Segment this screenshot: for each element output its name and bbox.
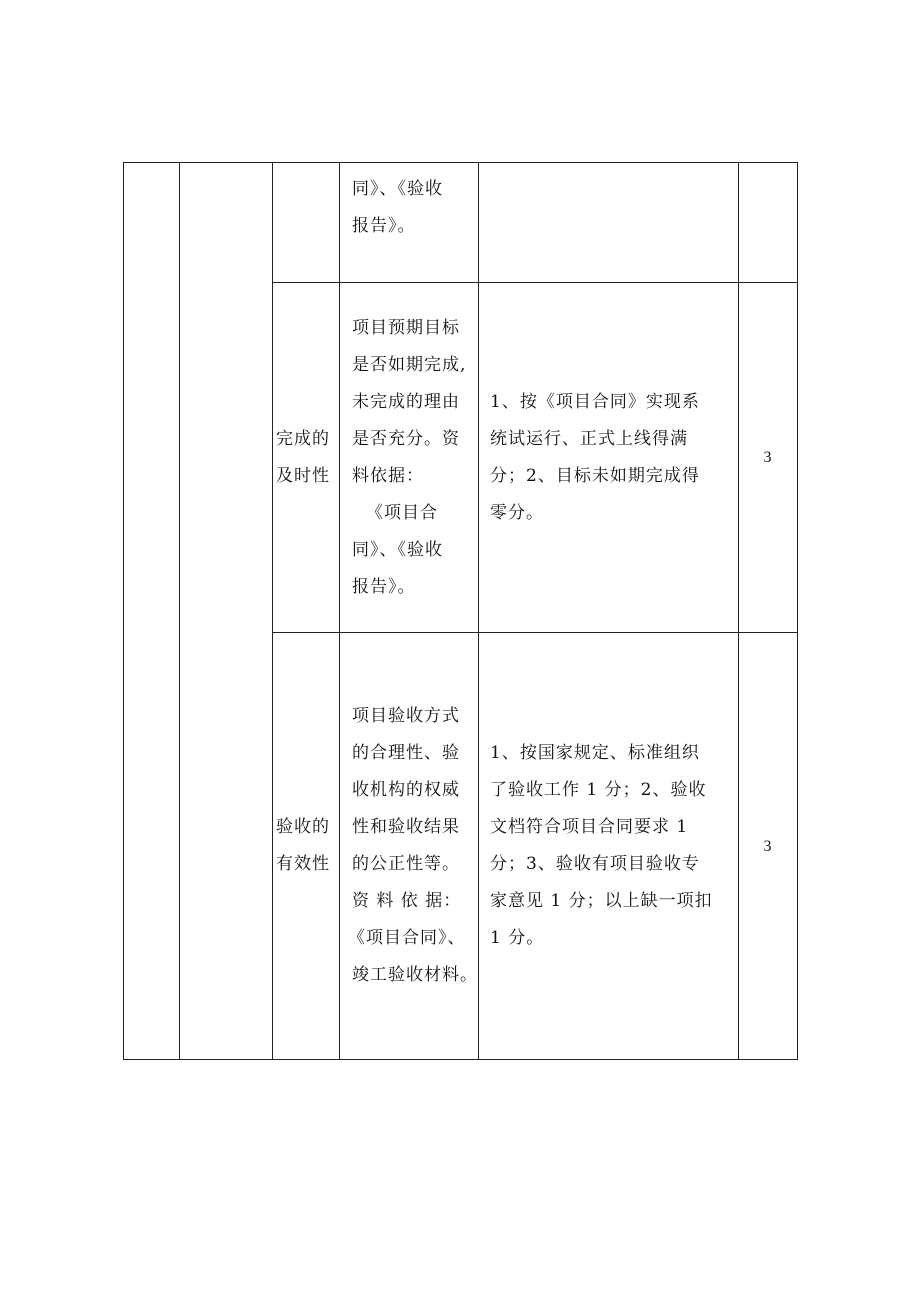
- description-line: 资 料 依 据：: [352, 891, 462, 911]
- description-line: 是否充分。资: [352, 428, 460, 449]
- scoring-cell: [490, 633, 734, 1059]
- description-line: 项目预期目标: [352, 317, 460, 338]
- description-line: 同》、《验收: [352, 179, 443, 199]
- scoring-line: 家意见 1 分；以上缺一项扣: [490, 891, 713, 911]
- description-line: 未完成的理由: [352, 391, 460, 412]
- criterion-line: 有效性: [276, 854, 330, 874]
- scoring-line: 文档符合项目合同要求 1: [490, 817, 689, 837]
- scoring-line: 1 分。: [490, 928, 545, 948]
- description-line: 项目验收方式: [352, 706, 460, 726]
- scoring-line: 分；2、目标未如期完成得: [490, 465, 700, 486]
- description-line: 同》、《验收: [352, 539, 443, 560]
- description-line: 《项目合同》、: [348, 928, 466, 948]
- table-divider: [339, 163, 340, 1059]
- criterion-line: 完成的: [276, 428, 330, 449]
- score-cell: [739, 283, 797, 632]
- description-line: 料依据：: [352, 465, 424, 486]
- scoring-line: 1、按《项目合同》实现系: [490, 391, 700, 412]
- criterion-cell: [276, 283, 338, 632]
- description-cell: [348, 633, 482, 1059]
- description-line: 报告》。: [352, 216, 416, 236]
- description-line: 收机构的权威: [352, 780, 460, 800]
- criterion-line: 及时性: [276, 465, 330, 486]
- description-line: 的公正性等。: [352, 854, 460, 874]
- scoring-line: 统试运行、正式上线得满: [490, 428, 688, 449]
- description-line: 竣工验收材料。: [352, 965, 478, 985]
- table-row: [352, 171, 482, 245]
- score-value: 3: [763, 837, 773, 855]
- description-line: 的合理性、验: [352, 743, 460, 763]
- scoring-line: 分；3、验收有项目验收专: [490, 854, 700, 874]
- table-divider: [179, 163, 180, 1059]
- criterion-cell: [276, 633, 338, 1059]
- scoring-line: 零分。: [490, 502, 544, 523]
- scoring-line: 了验收工作 1 分；2、验收: [490, 780, 707, 800]
- evaluation-table: [123, 162, 798, 1060]
- description-cell: [352, 283, 482, 632]
- description-line: 报告》。: [352, 576, 416, 597]
- description-line: 《项目合: [366, 502, 438, 523]
- criterion-line: 验收的: [276, 817, 330, 837]
- score-cell: [739, 633, 797, 1059]
- table-divider: [272, 163, 273, 1059]
- scoring-cell: [490, 283, 734, 632]
- description-line: 性和验收结果: [352, 817, 460, 837]
- description-line: 是否如期完成,: [352, 354, 467, 375]
- score-value: 3: [763, 449, 773, 466]
- scoring-line: 1、按国家规定、标准组织: [490, 743, 700, 763]
